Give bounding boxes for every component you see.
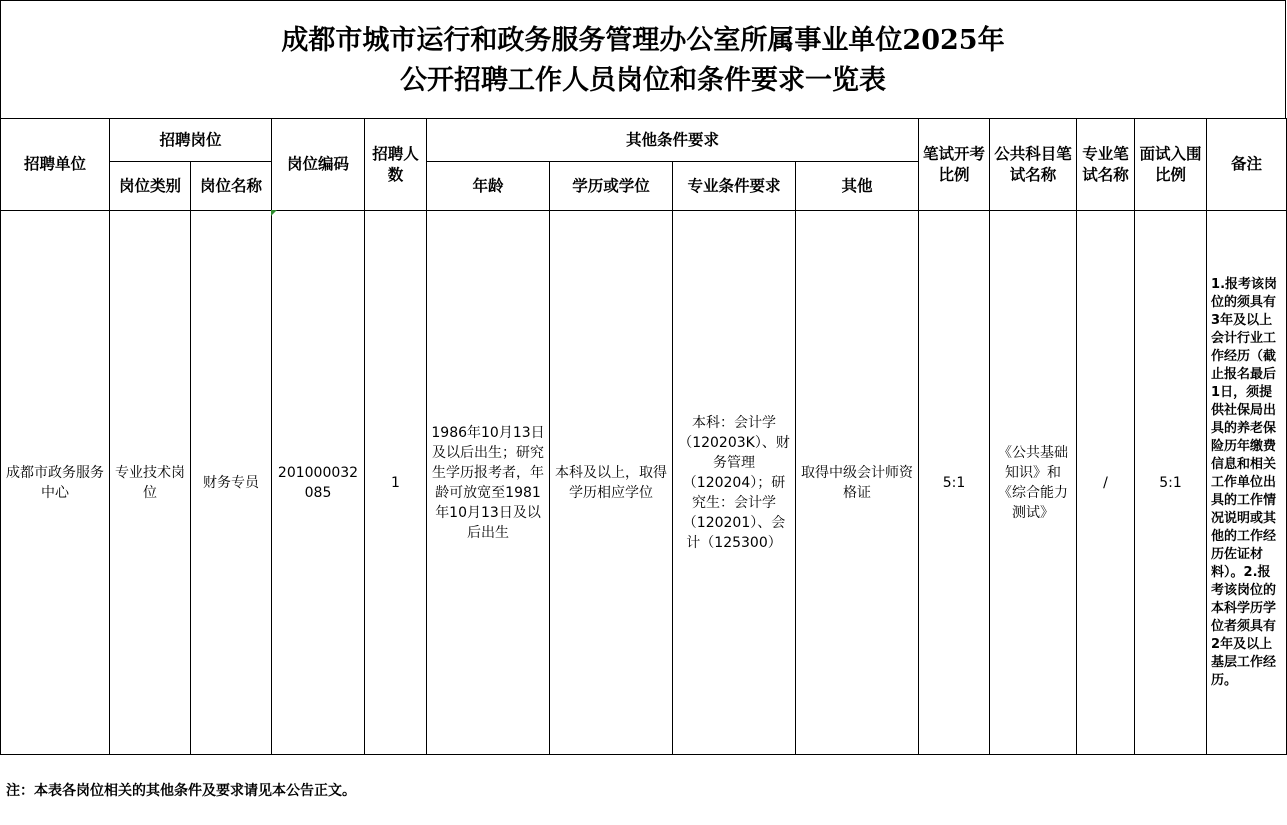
title-block: [0, 0, 1286, 118]
cell-interview-ratio: 5:1: [1135, 211, 1207, 755]
header-post-name: 岗位名称: [191, 162, 272, 211]
header-major-exam: 专业笔试名称: [1077, 119, 1135, 211]
cell-education: 本科及以上，取得学历相应学位: [550, 211, 673, 755]
header-age: 年龄: [427, 162, 550, 211]
header-interview-ratio: 面试入围比例: [1135, 119, 1207, 211]
cell-written-ratio: 5:1: [919, 211, 990, 755]
cell-comment-marker-icon: [271, 210, 277, 216]
header-education: 学历或学位: [550, 162, 673, 211]
cell-count: 1: [365, 211, 427, 755]
header-written-ratio: 笔试开考比例: [919, 119, 990, 211]
cell-major-exam: /: [1077, 211, 1135, 755]
cell-major: 本科：会计学（120203K）、财务管理（120204）；研究生：会计学（120201）、会计（125300）: [673, 211, 796, 755]
cell-other: 取得中级会计师资格证: [796, 211, 919, 755]
header-unit: 招聘单位: [1, 119, 110, 211]
header-post-type: 岗位类别: [110, 162, 191, 211]
header-post-code: 岗位编码: [272, 119, 365, 211]
requirements-table: [0, 118, 1287, 755]
cell-post-code: 201000032085: [272, 211, 365, 755]
cell-post-type: 专业技术岗位: [110, 211, 191, 755]
title-line-1: 成都市城市运行和政务服务管理办公室所属事业单位2025年: [281, 25, 1005, 56]
footnote: 注：本表各岗位相关的其他条件及要求请见本公告正文。: [6, 783, 356, 799]
header-post-group: 招聘岗位: [110, 119, 272, 162]
header-public-exam: 公共科目笔试名称: [990, 119, 1077, 211]
header-other-requirements: 其他条件要求: [427, 119, 919, 162]
header-count: 招聘人数: [365, 119, 427, 211]
header-remarks: 备注: [1207, 119, 1287, 211]
cell-public-exam: 《公共基础知识》和《综合能力测试》: [990, 211, 1077, 755]
cell-age: 1986年10月13日及以后出生；研究生学历报考者，年龄可放宽至1981年10月13日及以后出生: [427, 211, 550, 755]
cell-remarks: 1.报考该岗位的须具有3年及以上会计行业工作经历（截止报名最后1日，须提供社保局出具的养老保险历年缴费信息和相关工作单位出具的工作情况说明或其他的工作经历佐证材料）。2.报考该岗位的本科学历学位者须具有2年及以上基层工作经历。: [1207, 211, 1287, 755]
cell-post-name: 财务专员: [191, 211, 272, 755]
header-other: 其他: [796, 162, 919, 211]
cell-unit: 成都市政务服务中心: [1, 211, 110, 755]
header-major: 专业条件要求: [673, 162, 796, 211]
title-line-2: 公开招聘工作人员岗位和条件要求一览表: [400, 65, 886, 96]
